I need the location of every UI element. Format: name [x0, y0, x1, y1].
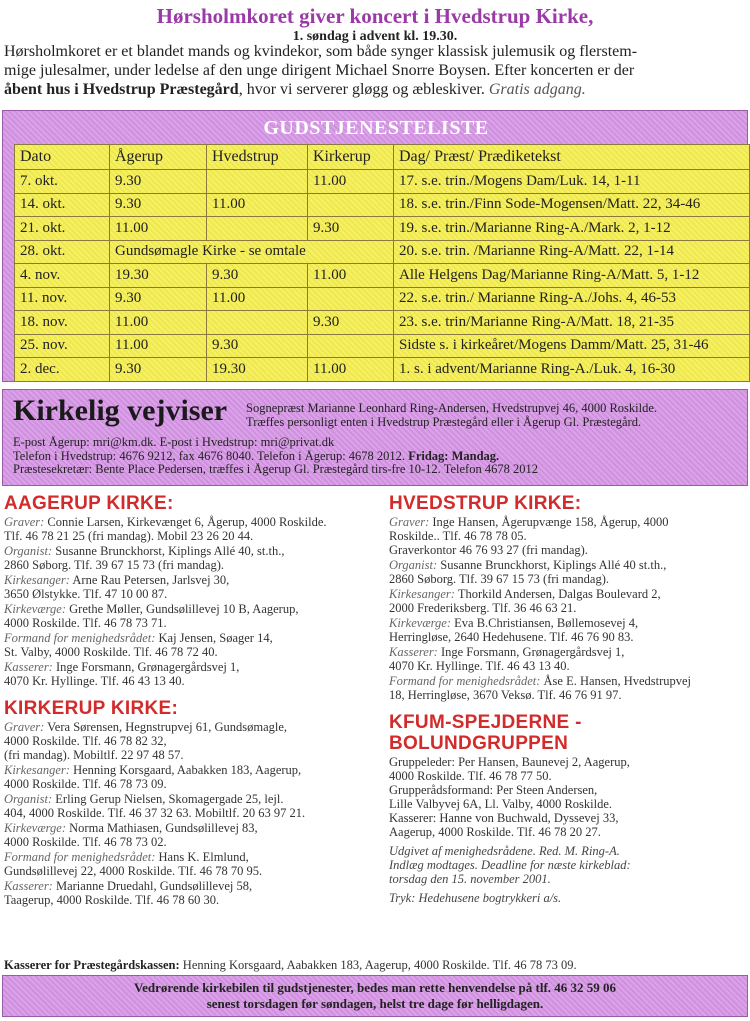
contact-text: Henning Korsgaard, Aabakken 183, Aagerup,	[69, 763, 302, 777]
right-column	[389, 493, 749, 905]
cell-kirkerup: 9.30	[308, 311, 394, 335]
cell-date: 2. dec.	[15, 358, 110, 382]
cell-hvedstrup	[207, 217, 308, 241]
list-item	[4, 515, 376, 543]
cell-date: 14. okt.	[15, 193, 110, 217]
role-label: Kirkeværge:	[4, 821, 67, 835]
contact-text: Erling Gerup Nielsen, Skomagergade 25, lejl.	[52, 792, 284, 806]
list-item	[389, 616, 749, 644]
directory-day-off: Fridag: Mandag.	[408, 449, 500, 463]
directory-intro-line: Sognepræst Marianne Leonhard Ring-Andersen, Hvedstrupvej 46, 4000 Roskilde.	[246, 401, 658, 415]
contact-text: Kaj Jensen, Søager 14,	[155, 631, 273, 645]
contact-text: Taagerup, 4000 Roskilde. Tlf. 46 78 60 30.	[4, 893, 220, 907]
cell-kirkerup	[308, 287, 394, 311]
directory-phone-text: Telefon i Hvedstrup: 4676 9212, fax 4676 8040. Telefon i Ågerup: 4678 2012.	[13, 449, 409, 463]
cell-kirkerup	[308, 334, 394, 358]
banner-line: Vedrørende kirkebilen til gudstjenester, bedes man rette henvendelse på tlf. 46 32 59 06	[133, 980, 617, 995]
contact-text: 4070 Kr. Hyllinge. Tlf. 46 43 13 40.	[389, 659, 570, 673]
contact-text: Eva B.Christiansen, Bøllemosevej 4,	[451, 616, 639, 630]
role-label: Graver:	[4, 515, 45, 529]
contact-text: (fri mandag). Mobiltlf. 22 97 48 57.	[4, 748, 184, 762]
list-item	[4, 720, 376, 762]
cell-hvedstrup: 11.00	[207, 193, 308, 217]
directory-secretary: Præstesekretær: Bente Place Pedersen, træffes i Ågerup Gl. Præstegård tirs-fre 10-12. Telefon 4678 2012	[13, 463, 538, 476]
role-label: Kirkeværge:	[4, 602, 67, 616]
contact-text: 404, 4000 Roskilde. Tlf. 46 37 32 63. Mobiltlf. 20 63 97 21.	[4, 806, 306, 820]
cell-hvedstrup: 19.30	[207, 358, 308, 382]
role-label: Kasserer:	[4, 879, 53, 893]
table-row	[15, 358, 750, 382]
kirkerup-heading: KIRKERUP KIRKE:	[4, 698, 179, 719]
contact-text: Åse E. Hansen, Hvedstrupvej	[540, 674, 692, 688]
contact-text: Connie Larsen, Kirkevænget 6, Ågerup, 4000 Roskilde.	[44, 515, 327, 529]
list-item	[4, 792, 376, 820]
role-label: Formand for menighedsrådet:	[389, 674, 541, 688]
cell-agerup: 11.00	[110, 311, 207, 335]
cell-hvedstrup: 9.30	[207, 264, 308, 288]
directory-intro	[246, 401, 746, 429]
announcement-body	[4, 42, 748, 99]
cell-agerup: 9.30	[110, 193, 207, 217]
list-item	[4, 631, 376, 659]
banner-line: senest torsdagen før søndagen, helst tre dage før helligdagen.	[206, 996, 544, 1011]
contact-text: Thorkild Andersen, Dalgas Boulevard 2,	[454, 587, 661, 601]
list-item	[4, 602, 376, 630]
announcement-line: mige julesalmer, under ledelse af den unge dirigent Michael Snorre Boysen. Efter koncerten er der	[4, 62, 635, 79]
contact-text: Grethe Møller, Gundsølillevej 10 B, Aagerup,	[66, 602, 299, 616]
contact-text: 4000 Roskilde. Tlf. 46 78 73 02.	[4, 835, 167, 849]
contact-text: Gruppeleder: Per Hansen, Baunevej 2, Aagerup,	[389, 755, 630, 769]
table-row	[15, 287, 750, 311]
colophon-line: Tryk: Hedehusene bogtrykkeri a/s.	[389, 891, 562, 905]
contact-text: Arne Rau Petersen, Jarlsvej 30,	[69, 573, 230, 587]
table-row	[15, 193, 750, 217]
cell-date: 21. okt.	[15, 217, 110, 241]
contact-text: 2860 Søborg. Tlf. 39 67 15 73 (fri mandag).	[389, 572, 610, 586]
role-label: Formand for menighedsrådet:	[4, 631, 156, 645]
contact-text: Inge Hansen, Ågerupvænge 158, Ågerup, 4000	[429, 515, 669, 529]
cell-text: 23. s.e. trin/Marianne Ring-A/Matt. 18, 21-35	[394, 311, 750, 335]
cell-text: Alle Helgens Dag/Marianne Ring-A/Matt. 5, 1-12	[394, 264, 750, 288]
contact-text: Susanne Brunckhorst, Kiplings Allé 40, st.th.,	[52, 544, 285, 558]
list-item	[4, 763, 376, 791]
contact-text: Graverkontor 46 76 93 27 (fri mandag).	[389, 543, 588, 557]
contact-text: Vera Sørensen, Hegnstrupvej 61, Gundsømagle,	[44, 720, 288, 734]
cell-kirkerup: 11.00	[308, 170, 394, 194]
table-row	[15, 311, 750, 335]
table-row	[15, 170, 750, 194]
treasurer-line	[4, 958, 748, 973]
list-item	[389, 558, 749, 586]
column-header: Dato	[15, 145, 110, 170]
contact-text: Kasserer: Hanne von Buchwald, Dyssevej 33,	[389, 811, 619, 825]
cell-hvedstrup: 11.00	[207, 287, 308, 311]
column-header: Kirkerup	[308, 145, 394, 170]
church-directory	[2, 389, 748, 486]
cell-date: 4. nov.	[15, 264, 110, 288]
contact-text: Gundsølillevej 22, 4000 Roskilde. Tlf. 46 78 70 95.	[4, 864, 263, 878]
list-item	[4, 879, 376, 907]
cell-agerup: 19.30	[110, 264, 207, 288]
column-header: Ågerup	[110, 145, 207, 170]
directory-phone	[13, 450, 743, 464]
list-item	[4, 573, 376, 601]
role-label: Kasserer:	[4, 660, 53, 674]
announcement-title: Hørsholmkoret giver koncert i Hvedstrup Kirke,	[156, 4, 594, 28]
cell-kirkerup	[308, 193, 394, 217]
contact-text: Inge Forsmann, Grønagergårdsvej 1,	[437, 645, 625, 659]
table-row	[15, 264, 750, 288]
cell-agerup: 9.30	[110, 358, 207, 382]
left-column	[4, 493, 376, 907]
aagerup-heading: AAGERUP KIRKE:	[4, 493, 174, 514]
colophon	[389, 844, 749, 905]
role-label: Formand for menighedsrådet:	[4, 850, 156, 864]
role-label: Graver:	[389, 515, 430, 529]
contact-text: Aagerup, 4000 Roskilde. Tlf. 46 78 20 27.	[389, 825, 601, 839]
concert-announcement	[0, 0, 750, 104]
role-label: Kirkesanger:	[389, 587, 455, 601]
cell-agerup: 11.00	[110, 334, 207, 358]
role-label: Kirkeværge:	[389, 616, 452, 630]
contact-text: 3650 Ølstykke. Tlf. 47 10 00 87.	[4, 587, 168, 601]
list-item	[389, 587, 749, 615]
list-item	[389, 755, 749, 839]
cell-date: 28. okt.	[15, 240, 110, 264]
announcement-text: , hvor vi serverer gløgg og æbleskiver.	[238, 81, 489, 98]
contact-text: Roskilde.. Tlf. 46 78 78 05.	[389, 529, 527, 543]
cell-text: 20. s.e. trin. /Marianne Ring-A/Matt. 22, 1-14	[394, 240, 750, 264]
cell-text: Sidste s. i kirkeåret/Mogens Damm/Matt. 25, 31-46	[394, 334, 750, 358]
colophon-line: Indlæg modtages. Deadline for næste kirkeblad:	[389, 858, 631, 872]
announcement-italic: Gratis adgang.	[488, 81, 586, 98]
contact-text: St. Valby, 4000 Roskilde. Tlf. 46 78 72 40.	[4, 645, 218, 659]
list-item	[4, 821, 376, 849]
announcement-subtitle: 1. søndag i advent kl. 19.30.	[292, 29, 458, 44]
table-row	[15, 334, 750, 358]
cell-date: 11. nov.	[15, 287, 110, 311]
cell-kirkerup: 11.00	[308, 358, 394, 382]
cell-hvedstrup	[207, 170, 308, 194]
contact-text: Tlf. 46 78 21 25 (fri mandag). Mobil 23 26 20 44.	[4, 529, 254, 543]
directory-title: Kirkelig vejviser	[13, 394, 228, 427]
list-item	[389, 515, 749, 557]
cell-hvedstrup	[207, 311, 308, 335]
role-label: Organist:	[4, 792, 53, 806]
cell-text: 18. s.e. trin./Finn Sode-Mogensen/Matt. 22, 34-46	[394, 193, 750, 217]
kfum-subheading: BOLUNDGRUPPEN	[389, 733, 569, 754]
directory-intro-line: Træffes personligt enten i Hvedstrup Præstegård eller i Ågerup Gl. Præstegård.	[246, 415, 642, 429]
announcement-line: Hørsholmkoret er et blandet mands og kvindekor, som både synger klassisk julemusik og flerstem-	[4, 43, 638, 60]
contact-text: Norma Mathiasen, Gundsølillevej 83,	[66, 821, 258, 835]
cell-date: 18. nov.	[15, 311, 110, 335]
hvedstrup-heading: HVEDSTRUP KIRKE:	[389, 493, 582, 514]
column-header: Hvedstrup	[207, 145, 308, 170]
list-item	[4, 850, 376, 878]
cell-text: 22. s.e. trin./ Marianne Ring-A./Johs. 4, 46-53	[394, 287, 750, 311]
cell-date: 7. okt.	[15, 170, 110, 194]
service-list-heading: GUDSTJENESTELISTE	[263, 117, 489, 139]
treasurer-label: Kasserer for Præstegårdskassen:	[4, 958, 180, 972]
cell-agerup: 9.30	[110, 170, 207, 194]
list-item	[389, 645, 749, 673]
kfum-heading: KFUM-SPEJDERNE -	[389, 712, 582, 733]
contact-text: Marianne Druedahl, Gundsølillevej 58,	[52, 879, 253, 893]
role-label: Kirkesanger:	[4, 573, 70, 587]
role-label: Kasserer:	[389, 645, 438, 659]
column-header: Dag/ Præst/ Prædiketekst	[394, 145, 750, 170]
colophon-line: torsdag den 15. november 2001.	[389, 872, 551, 886]
contact-text: Hans K. Elmlund,	[155, 850, 249, 864]
contact-text: Inge Forsmann, Grønagergårdsvej 1,	[52, 660, 240, 674]
contact-text: Grupperådsformand: Per Steen Andersen,	[389, 783, 598, 797]
cell-agerup: 9.30	[110, 287, 207, 311]
contact-text: 18, Herringløse, 3670 Veksø. Tlf. 46 76 91 97.	[389, 688, 622, 702]
contact-text: 4000 Roskilde. Tlf. 46 78 77 50.	[389, 769, 552, 783]
service-table	[14, 144, 750, 382]
role-label: Organist:	[4, 544, 53, 558]
cell-text: 1. s. i advent/Marianne Ring-A./Luk. 4, 16-30	[394, 358, 750, 382]
service-list	[2, 110, 748, 382]
contact-text: Lille Valbyvej 6A, Ll. Valby, 4000 Roskilde.	[389, 797, 613, 811]
table-header-row	[15, 145, 750, 170]
cell-date: 25. nov.	[15, 334, 110, 358]
colophon-line: Udgivet af menighedsrådene. Red. M. Ring-A.	[389, 844, 620, 858]
table-row	[15, 217, 750, 241]
church-car-banner	[2, 975, 748, 1017]
directory-contact	[13, 436, 743, 477]
cell-agerup: 11.00	[110, 217, 207, 241]
role-label: Organist:	[389, 558, 438, 572]
directory-email: E-post Ågerup: mri@km.dk. E-post i Hvedstrup: mri@privat.dk	[13, 436, 335, 449]
cell-hvedstrup: 9.30	[207, 334, 308, 358]
cell-text: 17. s.e. trin./Mogens Dam/Luk. 14, 1-11	[394, 170, 750, 194]
contact-text: 2000 Frederiksberg. Tlf. 36 46 63 21.	[389, 601, 577, 615]
role-label: Kirkesanger:	[4, 763, 70, 777]
contact-text: 4000 Roskilde. Tlf. 46 78 82 32,	[4, 734, 167, 748]
list-item	[4, 660, 376, 688]
cell-kirkerup: 9.30	[308, 217, 394, 241]
table-row	[15, 240, 750, 264]
role-label: Graver:	[4, 720, 45, 734]
cell-span-note: Gundsømagle Kirke - se omtale	[110, 240, 394, 264]
contact-text: 2860 Søborg. Tlf. 39 67 15 73 (fri mandag).	[4, 558, 225, 572]
cell-text: 19. s.e. trin./Marianne Ring-A./Mark. 2, 1-12	[394, 217, 750, 241]
contact-text: 4000 Roskilde. Tlf. 46 78 73 71.	[4, 616, 167, 630]
contact-text: Susanne Brunckhorst, Kiplings Allé 40 st.th.,	[437, 558, 667, 572]
contact-text: Herringløse, 2640 Hedehusene. Tlf. 46 76 90 83.	[389, 630, 634, 644]
contact-text: 4000 Roskilde. Tlf. 46 78 73 09.	[4, 777, 167, 791]
announcement-line	[4, 80, 748, 99]
cell-kirkerup: 11.00	[308, 264, 394, 288]
list-item	[4, 544, 376, 572]
announcement-bold: åbent hus i Hvedstrup Præstegård	[4, 81, 239, 98]
contact-text: 4070 Kr. Hyllinge. Tlf. 46 43 13 40.	[4, 674, 185, 688]
list-item	[389, 674, 749, 702]
treasurer-text: Henning Korsgaard, Aabakken 183, Aagerup, 4000 Roskilde. Tlf. 46 78 73 09.	[179, 958, 577, 972]
